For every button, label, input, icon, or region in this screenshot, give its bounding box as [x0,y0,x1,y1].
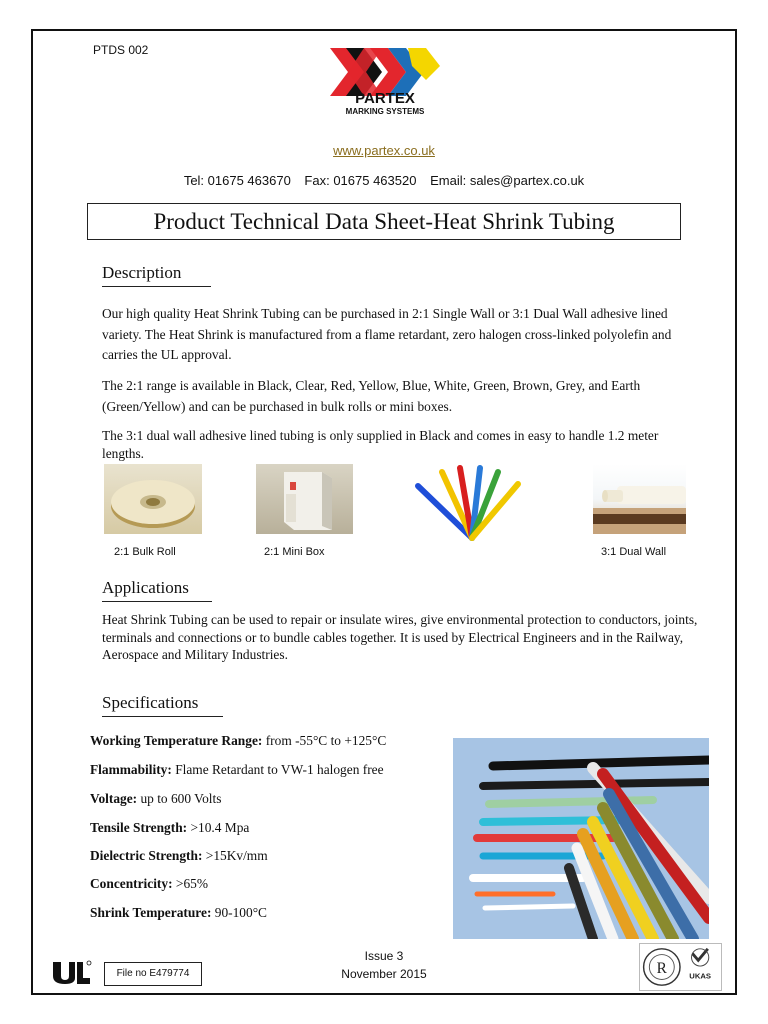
spec-label: Flammability: [90,762,172,777]
spec-voltage [90,791,221,807]
svg-text:R: R [656,959,667,977]
description-paragraph-2: The 2:1 range is available in Black, Clear, Red, Yellow, Blue, White, Green, Brown, Grey, and Earth (Green/Yellow) and can be purchased in bulk rolls or mini boxes. [102,378,641,414]
document-title: Product Technical Data Sheet-Heat Shrink Tubing [87,203,681,240]
description-paragraph-3: The 3:1 dual wall adhesive lined tubing is only supplied in Black and comes in easy to handle 1.2 meter lengths. [102,428,659,461]
document-code: PTDS 002 [93,43,149,57]
spec-label: Working Temperature Range: [90,733,263,748]
dual-wall-photo [593,464,686,534]
colored-tubes-fan-photo [412,462,524,542]
spec-label: Dielectric Strength: [90,848,203,863]
spec-label: Shrink Temperature: [90,905,212,920]
logo-tagline-text: MARKING SYSTEMS [345,107,425,116]
applications-paragraph: Heat Shrink Tubing can be used to repair or insulate wires, give environmental protection to conductors, joints, terminals and connections or to bundle cables together. It is used by Electrical Engineers and in the Railway, Aerospace and Military Industries. [102,612,698,662]
logo-brand-text: PARTEX [355,90,415,107]
spec-dielectric-strength [90,848,268,864]
spec-label: Tensile Strength: [90,820,188,835]
fax-text: Fax: 01675 463520 [304,173,417,188]
assorted-tubes-photo [453,738,709,939]
mini-box-photo [256,464,353,534]
mini-box-caption: 2:1 Mini Box [264,546,325,558]
spec-flammability [90,762,384,778]
spec-value: >15Kv/mm [205,848,268,863]
bulk-roll-photo [104,464,202,534]
issue-number: Issue 3 [364,949,404,963]
spec-working-temperature [90,733,386,749]
spec-label: Concentricity: [90,876,173,891]
spec-shrink-temperature [90,905,267,921]
spec-value: Flame Retardant to VW-1 halogen free [175,762,384,777]
spec-value: 90-100°C [214,905,267,920]
ul-file-number: File no E479774 [104,962,202,986]
dual-wall-caption: 3:1 Dual Wall [601,546,667,558]
ukas-label: UKAS [689,971,711,981]
spec-value: up to 600 Volts [140,791,222,806]
partex-logo [326,44,444,116]
contact-line [0,173,768,188]
description-paragraph-1: Our high quality Heat Shrink Tubing can be purchased in 2:1 Single Wall or 3:1 Dual Wall adhesive lined variety. The Heat Shrink is manufactured from a flame retardant, zero halogen cross-linked polyolefin and carries the UL approval. [102,306,672,362]
specifications-heading: Specifications [102,693,223,717]
website-link[interactable]: www.partex.co.uk [333,143,435,158]
issue-date: November 2015 [341,967,427,981]
applications-heading: Applications [102,578,212,602]
ul-certification-icon [50,958,92,986]
description-heading: Description [102,263,211,287]
spec-concentricity [90,876,208,892]
bulk-roll-caption: 2:1 Bulk Roll [114,546,176,558]
tel-text: Tel: 01675 463670 [183,173,291,188]
spec-label: Voltage: [90,791,138,806]
email-text[interactable]: Email: sales@partex.co.uk [430,173,585,188]
ukas-certification-icon [639,943,722,991]
spec-value: from -55°C to +125°C [265,733,387,748]
spec-value: >10.4 Mpa [190,820,250,835]
spec-value: >65% [175,876,209,891]
spec-tensile-strength [90,820,249,836]
